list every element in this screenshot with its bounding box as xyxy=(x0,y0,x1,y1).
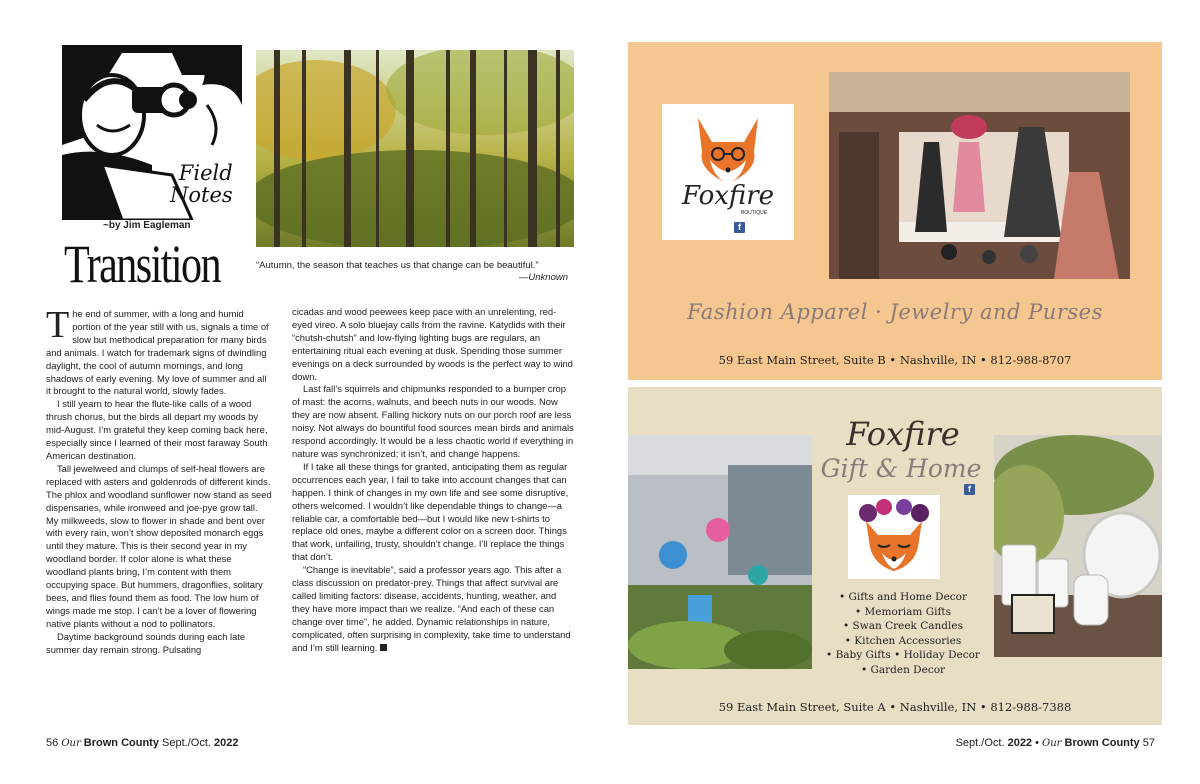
paragraph: cicadas and wood peewees keep pace with an unrelenting, red-eyed vireo. A solo bluejay calls from the ravine. Katydids with their “chutsh-chutsh” and low-flying lighting bugs are regulars, an entertaining ritual each evening at dusk. Spending those summer evenings on a deck surrounded by woods is the perfect way to wind down. xyxy=(292,306,573,382)
folio-issue: Sept./Oct. xyxy=(162,737,211,749)
end-mark-icon xyxy=(380,644,387,651)
folio-year: 2022 xyxy=(1007,737,1033,749)
paragraph: Tall jewelweed and clumps of self-heal flowers are replaced with asters and goldenrods of different kinds. The phlox and woodland sunflower now stand as seed dispensaries, while ironweed and joe-pye grow tall. My milkweeds, slow to flower in shade and bent over with every rain, won’t show deposited monarch eggs until they mature. This is their second year in my woodland border. If color alone is what these woodland plants bring, I’m content with them occupying space. But hummers, dragonflies, solitary bees, and flies found them as food. The low hum of wings made me stop. I can’t be a lover of flowering native plants without a nod to pollinators. xyxy=(46,462,272,629)
folio-magazine: Brown County xyxy=(83,737,159,749)
page-number: 56 xyxy=(46,737,59,749)
paragraph: Daytime background sounds during each late summer day remain strong. Pulsating xyxy=(46,630,246,655)
boutique-tagline: Fashion Apparel · Jewelry and Purses xyxy=(687,300,1103,324)
folio-our: Our xyxy=(61,738,81,749)
fox-icon xyxy=(662,104,794,240)
folio-left xyxy=(46,737,239,749)
foxfire-boutique-logo xyxy=(662,104,794,240)
folio-issue: Sept./Oct. xyxy=(955,737,1005,749)
product-list xyxy=(812,590,994,677)
list-item: • Swan Creek Candles xyxy=(843,620,963,632)
pull-quote xyxy=(256,260,568,284)
folio-year: 2022 xyxy=(214,737,239,749)
paragraph: If I take all these things for granted, anticipating them as regular occurrences each year, I fail to take into account changes that can happen. I think of changes in my own life and see some disruptive, others welcomed. I wouldn’t like dependable things to change—a reliable car, a comfortable bed—but I would like new t-shirts to replace old ones, maybe a different color on a screen door. Things that work, unfailing, trusty, shouldn’t change. I’ll replace the things that don’t. xyxy=(292,460,569,563)
article-column-1 xyxy=(46,304,272,656)
facebook-icon[interactable]: f xyxy=(734,222,745,233)
fox-floral-icon xyxy=(848,495,940,579)
paragraph-text: “Change is inevitable”, said a professor years ago. This after a class discussion on predator-prey. Things that affect survival are called limiting factors: disease, accidents, hunting, weather, and they have more impact than we realize. “And each of these can change over time”, he added. Dynamic relationships in nature, complicated, often surprising in complexity, take time to understand and I’m still learning. xyxy=(292,564,571,653)
boutique-logo-sub: BOUTIQUE xyxy=(740,210,768,216)
field-notes-line1: Field xyxy=(178,161,233,185)
field-notes-heading xyxy=(170,162,233,206)
quote-text: “Autumn, the season that teaches us that change can be beautiful.” xyxy=(256,260,539,271)
article-title: Transition xyxy=(64,234,221,294)
page-number: 57 xyxy=(1142,737,1155,749)
list-item: • Garden Decor xyxy=(860,663,946,676)
boutique-ad xyxy=(628,42,1162,380)
folio-magazine: Brown County xyxy=(1064,737,1140,749)
list-item: • Memoriam Gifts xyxy=(855,605,951,618)
boutique-store-photo xyxy=(829,72,1130,279)
article-column-2 xyxy=(292,306,574,654)
garden-storefront-photo xyxy=(628,435,812,669)
list-item: • Gifts and Home Decor xyxy=(838,591,968,603)
boutique-address: 59 East Main Street, Suite B • Nashville, IN • 812-988-8707 xyxy=(718,353,1072,367)
gift-home-name: Foxfire xyxy=(846,415,960,453)
dropcap: T xyxy=(46,304,70,346)
folio-our: Our xyxy=(1042,738,1062,749)
gift-home-address: 59 East Main Street, Suite A • Nashville, IN • 812-988-7388 xyxy=(718,700,1072,714)
list-item: • Baby Gifts • Holiday Decor xyxy=(826,649,980,661)
paragraph xyxy=(292,564,574,654)
kitchen-decor-photo xyxy=(994,435,1162,657)
field-notes-line2: Notes xyxy=(170,183,233,207)
gift-home-subtitle: Gift & Home xyxy=(820,454,982,483)
byline: ~by Jim Eagleman xyxy=(103,220,191,231)
paragraph: I still yearn to hear the flute-like calls of a wood thrush chorus, but the birds all depart my woods by mid-August. I’m grateful they keep coming back here, especially since I learned of their most faraway South American destination. xyxy=(46,398,268,461)
paragraph xyxy=(46,304,272,398)
paragraph-text: he end of summer, with a long and humid portion of the year still with us, signals a time of slow but methodical preparation for many birds and animals. I watch for trademark signs of dwindling daylight, the cool of autumn mornings, and long shadows of early evening. My love of summer and all it brought to the natural world, slowly fades. xyxy=(46,308,269,397)
facebook-icon[interactable]: f xyxy=(964,484,975,495)
quote-author: —Unknown xyxy=(518,272,568,283)
boutique-logo-text: Foxfire xyxy=(681,181,775,211)
list-item: • Kitchen Accessories xyxy=(844,634,962,647)
paragraph: Last fall’s squirrels and chipmunks responded to a bumper crop of mast: the acorns, walnuts, and beech nuts in our woods. Now they are now absent. Falling hickory nuts on our porch roof are less noisy. Not always do bountiful food sources mean birds and animals respond accordingly. It would be a less chaotic world if everything in nature was synchronized; it isn’t, and change happens. xyxy=(292,383,574,459)
folio-right: Sept./Oct. 2022 • Our Brown County 57 xyxy=(955,737,1155,749)
gift-home-ad xyxy=(628,387,1162,725)
forest-photo xyxy=(256,50,574,247)
